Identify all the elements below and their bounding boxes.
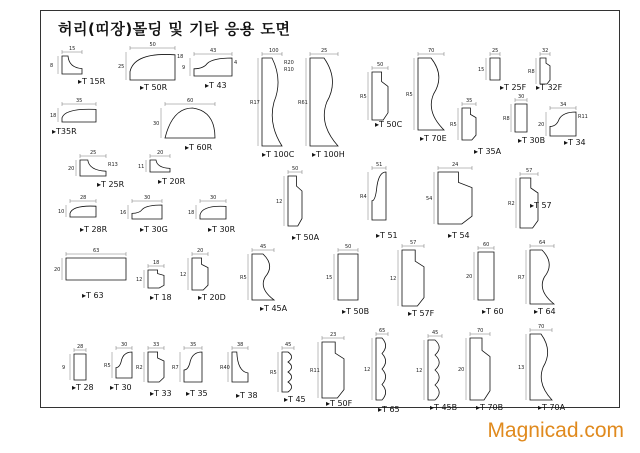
- molding-profile: [426, 162, 472, 240]
- molding-profile: [310, 332, 353, 408]
- profile-shape: [200, 206, 226, 219]
- dimension-value: 35: [466, 98, 473, 104]
- profile-label: ▸T 30G: [140, 225, 168, 234]
- profile-shape: [194, 58, 232, 76]
- profile-label: ▸T 35: [186, 389, 208, 398]
- profile-label: ▸T 65: [378, 405, 400, 414]
- molding-profile: [416, 330, 457, 412]
- profile-shape: [428, 340, 439, 400]
- dimension-value: 64: [539, 240, 546, 246]
- profile-shape: [310, 58, 338, 146]
- molding-profile: [458, 328, 503, 412]
- dimension-value: R40: [220, 365, 230, 371]
- molding-profile: [538, 102, 588, 147]
- dimension-value: 12: [390, 276, 397, 282]
- profile-shape: [550, 112, 576, 136]
- profile-shape: [478, 252, 494, 300]
- molding-profile: [136, 260, 172, 302]
- profile-label: ▸T 28R: [80, 225, 108, 234]
- dimension-value: R5: [270, 370, 277, 376]
- profile-shape: [62, 109, 96, 122]
- profile-shape: [530, 250, 554, 304]
- brand-watermark: Magnicad.com: [487, 419, 624, 442]
- molding-profile: [508, 168, 552, 228]
- dimension-value: R17: [250, 100, 260, 106]
- profile-label: ▸T 50B: [342, 307, 370, 316]
- dimension-value: 28: [77, 344, 84, 350]
- profile-label: ▸T 50R: [140, 83, 168, 92]
- profile-label: ▸T 64: [534, 307, 556, 316]
- dimension-value: 70: [538, 324, 545, 330]
- dimension-value: 28: [80, 195, 87, 201]
- profile-label: ▸T 54: [448, 231, 470, 240]
- dimension-value: 51: [376, 162, 383, 168]
- dimension-value: 20: [197, 248, 204, 254]
- molding-profile: [518, 240, 556, 316]
- profile-label: ▸T 20R: [158, 177, 186, 186]
- page-title: 허리(띠장)몰딩 및 기타 응용 도면: [58, 20, 291, 38]
- profile-label: ▸T 33: [150, 389, 172, 398]
- dimension-value: R11: [578, 114, 588, 120]
- molding-profile: [298, 48, 345, 159]
- dimension-value: 30: [153, 121, 160, 127]
- molding-profile: [326, 244, 369, 316]
- molding-profile: [518, 324, 566, 412]
- dimension-value: R5: [450, 122, 457, 128]
- dimension-value: 43: [210, 48, 217, 54]
- molding-profile: [360, 162, 398, 240]
- dimension-value: R7: [518, 275, 525, 281]
- dimension-value: 25: [321, 48, 328, 54]
- dimension-value: 54: [426, 196, 433, 202]
- dimension-value: 33: [153, 342, 160, 348]
- molding-profile: [478, 48, 527, 92]
- dimension-value: 50: [292, 166, 299, 172]
- dimension-value: 30: [121, 342, 128, 348]
- dimension-value: 20: [68, 166, 75, 172]
- profile-shape: [462, 108, 476, 140]
- profile-label: ▸T 100H: [312, 150, 345, 159]
- molding-profile: [528, 48, 563, 92]
- dimension-value: R8: [503, 116, 510, 122]
- dimension-value: 50: [345, 244, 352, 250]
- profile-label: ▸T 15R: [78, 77, 106, 86]
- profile-label: ▸T 45A: [260, 304, 288, 313]
- molding-profile: [364, 328, 400, 414]
- molding-profile: [153, 98, 215, 152]
- dimension-value: 25: [492, 48, 499, 54]
- profile-label: ▸T 25R: [97, 180, 125, 189]
- profile-label: ▸T 43: [205, 81, 227, 90]
- profile-label: ▸T 57: [530, 201, 552, 210]
- molding-profile: [180, 248, 226, 302]
- profile-shape: [438, 172, 472, 224]
- dimension-value: R2: [508, 201, 515, 207]
- profile-shape: [130, 54, 175, 80]
- molding-profile: [466, 242, 504, 316]
- profile-shape: [338, 254, 358, 300]
- dimension-value: R5: [240, 275, 247, 281]
- profile-shape: [80, 160, 106, 176]
- profile-label: ▸T 20D: [198, 293, 226, 302]
- profile-shape: [530, 334, 552, 400]
- profile-shape: [322, 342, 344, 398]
- profile-label: ▸T 70E: [420, 134, 447, 143]
- profile-shape: [62, 56, 82, 74]
- profile-shape: [402, 250, 424, 306]
- dimension-value: 12: [364, 367, 371, 373]
- molding-profile: [68, 150, 125, 189]
- profile-label: ▸T35R: [52, 127, 77, 136]
- dimension-value: R7: [172, 365, 179, 371]
- molding-profile: [182, 48, 237, 90]
- profile-label: ▸T 34: [564, 138, 586, 147]
- dimension-value: 15: [478, 67, 485, 73]
- dimension-value: 45: [260, 244, 267, 250]
- molding-profile: [450, 98, 502, 156]
- dimension-value: 18: [153, 260, 160, 266]
- profile-label: ▸T 45B: [430, 403, 458, 412]
- molding-profile: [50, 98, 96, 136]
- molding-profile: [172, 342, 208, 398]
- profile-label: ▸T 100C: [262, 150, 295, 159]
- dimension-value: R4: [360, 194, 367, 200]
- dimension-value: R5: [360, 94, 367, 100]
- dimension-value: 9: [62, 365, 66, 371]
- profile-shape: [148, 270, 164, 288]
- molding-profile: [220, 342, 258, 400]
- profile-label: ▸T 50F: [326, 399, 353, 408]
- profile-label: ▸T 30R: [208, 225, 236, 234]
- profile-label: ▸T 60R: [185, 143, 213, 152]
- dimension-value: 60: [483, 242, 490, 248]
- dimension-value: 50: [377, 62, 384, 68]
- profile-label: ▸T 28: [72, 383, 94, 392]
- dimension-value: 25: [90, 150, 97, 156]
- molding-profile: [270, 342, 306, 404]
- dimension-value: 20: [458, 367, 465, 373]
- dimension-value: 8: [50, 63, 54, 69]
- dimension-value: 18: [177, 54, 184, 60]
- dimension-value: 24: [452, 162, 459, 168]
- dimension-value: R13: [108, 162, 118, 168]
- dimension-value: 13: [518, 365, 525, 371]
- profile-label: ▸T 50A: [292, 233, 320, 242]
- dimension-value: 35: [190, 342, 197, 348]
- profile-label: ▸T 30B: [518, 136, 546, 145]
- dimension-value: 20: [538, 122, 545, 128]
- profile-shape: [490, 58, 500, 80]
- profile-label: ▸T 57F: [408, 309, 435, 318]
- profile-shape: [232, 352, 248, 382]
- profile-label: ▸T 70B: [476, 403, 504, 412]
- molding-profile: [54, 248, 126, 300]
- dimension-value: 16: [120, 210, 127, 216]
- profile-label: ▸T 50C: [375, 120, 403, 129]
- dimension-value: 30: [518, 94, 525, 100]
- dimension-value: R10: [284, 67, 294, 73]
- profile-shape: [515, 104, 527, 132]
- dimension-value: R61: [298, 100, 308, 106]
- dimension-value: 30: [144, 195, 151, 201]
- dimension-value: 57: [410, 240, 417, 246]
- dimension-value: 12: [276, 199, 283, 205]
- dimension-value: 60: [187, 98, 194, 104]
- molding-profile: [120, 195, 168, 234]
- dimension-value: 11: [138, 164, 145, 170]
- profile-shape: [372, 72, 388, 120]
- molding-profile: [390, 240, 435, 318]
- dimension-value: 12: [136, 277, 143, 283]
- dimension-value: 45: [432, 330, 439, 336]
- dimension-value: 4: [234, 60, 238, 66]
- profile-label: ▸T 35A: [474, 147, 502, 156]
- dimension-value: 20: [466, 274, 473, 280]
- profile-label: ▸T 45: [284, 395, 306, 404]
- dimension-value: 20: [157, 150, 164, 156]
- dimension-value: 9: [182, 65, 186, 71]
- dimension-value: 57: [526, 168, 533, 174]
- dimension-value: 15: [69, 46, 76, 52]
- profile-shape: [282, 352, 292, 392]
- profile-shape: [165, 108, 215, 138]
- dimension-value: 70: [477, 328, 484, 334]
- dimension-value: 18: [188, 210, 195, 216]
- profile-shape: [192, 258, 208, 290]
- molding-profile: [240, 244, 288, 313]
- molding-profile: [250, 48, 295, 159]
- dimension-value: R20: [284, 60, 294, 66]
- dimension-value: 45: [285, 342, 292, 348]
- dimension-value: 10: [58, 209, 65, 215]
- molding-profile: [50, 46, 106, 86]
- molding-profile: [406, 48, 447, 143]
- dimension-value: 70: [428, 48, 435, 54]
- profile-shape: [372, 172, 386, 220]
- profile-label: ▸T 63: [82, 291, 104, 300]
- profile-label: ▸T 30: [110, 383, 132, 392]
- molding-profile: [136, 342, 172, 398]
- dimension-value: 18: [50, 113, 57, 119]
- profile-label: ▸T 70A: [538, 403, 566, 412]
- molding-profile: [62, 344, 94, 392]
- dimension-value: 25: [118, 64, 125, 70]
- dimension-value: R2: [136, 365, 143, 371]
- dimension-value: 65: [379, 328, 386, 334]
- profile-label: ▸T 38: [236, 391, 258, 400]
- dimension-value: R8: [528, 69, 535, 75]
- dimension-value: 20: [54, 267, 61, 273]
- profile-shape: [116, 352, 132, 378]
- dimension-value: 30: [210, 195, 217, 201]
- dimension-value: 34: [560, 102, 567, 108]
- dimension-value: 12: [416, 368, 423, 374]
- profile-label: ▸T 51: [376, 231, 398, 240]
- profile-shape: [132, 205, 162, 219]
- molding-profile: [58, 195, 108, 234]
- dimension-value: 32: [542, 48, 549, 54]
- dimension-value: 15: [326, 275, 333, 281]
- dimension-value: 100: [269, 48, 279, 54]
- molding-profile: [104, 342, 132, 392]
- dimension-value: R5: [406, 92, 413, 98]
- profile-shape: [66, 258, 126, 280]
- profile-label: ▸T 25F: [500, 83, 527, 92]
- profile-shape: [252, 254, 274, 300]
- profile-shape: [540, 58, 550, 84]
- profile-shape: [262, 58, 282, 146]
- profile-shape: [288, 176, 302, 226]
- profile-label: ▸T 60: [482, 307, 504, 316]
- profile-shape: [70, 206, 96, 217]
- dimension-value: R5: [104, 363, 111, 369]
- profile-shape: [148, 352, 164, 382]
- molding-profile: [118, 42, 186, 92]
- dimension-value: 38: [237, 342, 244, 348]
- molding-profile: [276, 166, 320, 242]
- profile-shape: [150, 160, 170, 172]
- molding-profile: [188, 195, 236, 234]
- profile-label: ▸T 32F: [536, 83, 563, 92]
- dimension-value: 23: [330, 332, 337, 338]
- profile-shape: [418, 58, 444, 130]
- dimension-value: 63: [93, 248, 100, 254]
- profile-shape: [376, 338, 386, 400]
- profile-label: ▸T 18: [150, 293, 172, 302]
- dimension-value: R11: [310, 368, 320, 374]
- profile-shape: [184, 352, 202, 382]
- dimension-value: 50: [149, 42, 156, 48]
- molding-profile: [503, 94, 545, 145]
- molding-profile: [360, 62, 403, 129]
- molding-profile: [138, 150, 186, 186]
- dimension-value: 35: [76, 98, 83, 104]
- profile-shape: [470, 338, 490, 400]
- profile-shape: [74, 354, 86, 380]
- dimension-value: 12: [180, 272, 187, 278]
